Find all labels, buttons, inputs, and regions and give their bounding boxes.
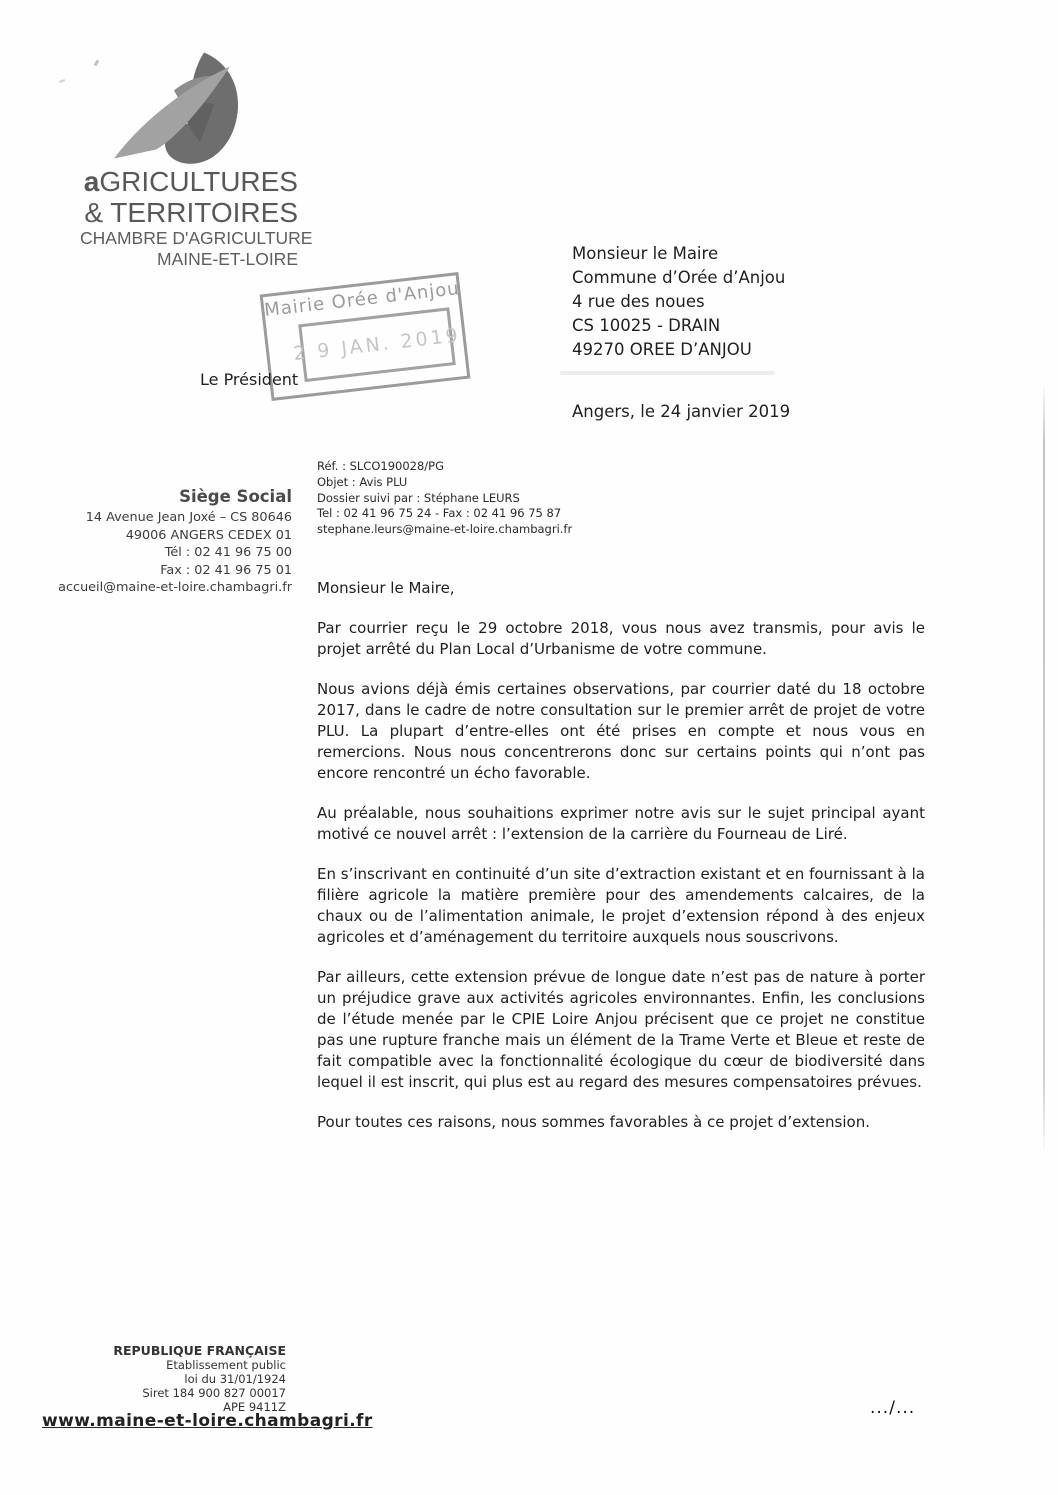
reference-block bbox=[317, 459, 572, 538]
footer-line: Siret 184 900 827 00017 bbox=[142, 1386, 286, 1400]
siege-line: Fax : 02 41 96 75 01 bbox=[160, 562, 292, 578]
org-name: CHAMBRE D'AGRICULTURE bbox=[80, 228, 313, 248]
website-url: www.maine-et-loire.chambagri.fr bbox=[42, 1411, 373, 1431]
reference-number: Réf. : SLCO190028/PG bbox=[317, 459, 445, 473]
body-paragraph: Par courrier reçu le 29 octobre 2018, vous nous avez transmis, pour avis le projet arrêté du Plan Local d’Urbanisme de votre commune. bbox=[317, 619, 925, 658]
body-paragraph: Au préalable, nous souhaitions exprimer notre avis sur le sujet principal ayant motivé ce nouvel arrêt : l’extension de la carrière du Fourneau de Liré. bbox=[317, 804, 925, 843]
siege-line: 49006 ANGERS CEDEX 01 bbox=[125, 527, 292, 543]
reference-subject: Objet : Avis PLU bbox=[317, 474, 408, 489]
scan-line-artifact bbox=[1043, 382, 1045, 1157]
stamp-date-box bbox=[292, 307, 462, 382]
recipient-line: Commune d’Orée d’Anjou bbox=[572, 268, 786, 287]
scan-speck bbox=[59, 79, 65, 83]
org-department: MAINE-ET-LOIRE bbox=[157, 249, 298, 269]
brand-line-agricultures: aGRICULTURES bbox=[83, 166, 298, 197]
scan-smudge bbox=[560, 371, 775, 375]
recipient-line: 49270 OREE D’ANJOU bbox=[572, 340, 752, 359]
sender-title: Le Président bbox=[200, 370, 299, 389]
siege-social-title: Siège Social bbox=[179, 487, 292, 506]
footer-line: APE 9411Z bbox=[223, 1400, 286, 1414]
letterhead-brand bbox=[80, 166, 313, 270]
body-paragraph: Nous avions déjà émis certaines observations, par courrier daté du 18 octobre 2017, dans le cadre de notre consultation sur le premier arrêt de projet de votre PLU. La plupart d’entre-elles ont été prises en compte et nous vous en remercions. Nous nous concentrerons donc sur certains points qui n’ont pas encore rencontré un écho favorable. bbox=[317, 680, 925, 782]
body-paragraph: En s’inscrivant en continuité d’un site d’extraction existant et en fournissant à la filière agricole la matière première pour des amendements calcaires, de la chaux ou de l’alimentation animale, le projet d’extension répond à des enjeux agricoles et d’aménagement du territoire auxquels nous souscrivons. bbox=[317, 865, 925, 946]
recipient-line: CS 10025 - DRAIN bbox=[572, 316, 721, 335]
recipient-line: 4 rue des noues bbox=[572, 292, 705, 311]
salutation: Monsieur le Maire, bbox=[317, 579, 455, 597]
reference-handler: Dossier suivi par : Stéphane LEURS bbox=[317, 490, 520, 505]
recipient-block bbox=[572, 242, 785, 362]
letter-body bbox=[317, 578, 925, 1133]
siege-social-block bbox=[36, 487, 292, 597]
footer-block bbox=[30, 1343, 286, 1414]
siege-line: Tél : 02 41 96 75 00 bbox=[164, 545, 292, 560]
siege-email: accueil@maine-et-loire.chambagri.fr bbox=[58, 580, 292, 595]
footer-line: loi du 31/01/1924 bbox=[184, 1372, 286, 1386]
reference-telfax: Tel : 02 41 96 75 24 - Fax : 02 41 96 75 87 bbox=[317, 506, 562, 521]
siege-line: 14 Avenue Jean Joxé – CS 80646 bbox=[85, 510, 292, 525]
body-paragraph: Par ailleurs, cette extension prévue de longue date n’est pas de nature à porter un préjudice grave aux activités agricoles environnantes. Enfin, les conclusions de l’étude menée par le CPIE Loire Anjou précisent que ce projet ne constitue pas une rupture franche mais un élément de la Trame Verte et Bleue et reste de fait compatible avec la fonctionnalité écologique du cœur de biodiversité dans lequel il est inscrit, qui plus est au regard des mesures compensatoires prévues. bbox=[317, 968, 925, 1091]
chamber-agriculture-logo-icon bbox=[104, 50, 244, 176]
reference-email: stephane.leurs@maine-et-loire.chambagri.fr bbox=[317, 522, 573, 537]
recipient-line: Monsieur le Maire bbox=[572, 244, 719, 263]
stamp-date: 2 9 JAN. 2019 bbox=[292, 324, 462, 366]
body-paragraph: Pour toutes ces raisons, nous sommes favorables à ce projet d’extension. bbox=[317, 1113, 870, 1131]
scan-speck bbox=[94, 60, 100, 67]
brand-line-territoires: & TERRITOIRES bbox=[84, 197, 298, 228]
stamp-title: Mairie Orée d'Anjou bbox=[263, 278, 461, 322]
place-and-date: Angers, le 24 janvier 2019 bbox=[572, 402, 791, 421]
footer-republique: REPUBLIQUE FRANÇAISE bbox=[113, 1343, 286, 1358]
page-continuation-mark: .../... bbox=[870, 1398, 916, 1418]
footer-line: Etablissement public bbox=[166, 1358, 286, 1372]
